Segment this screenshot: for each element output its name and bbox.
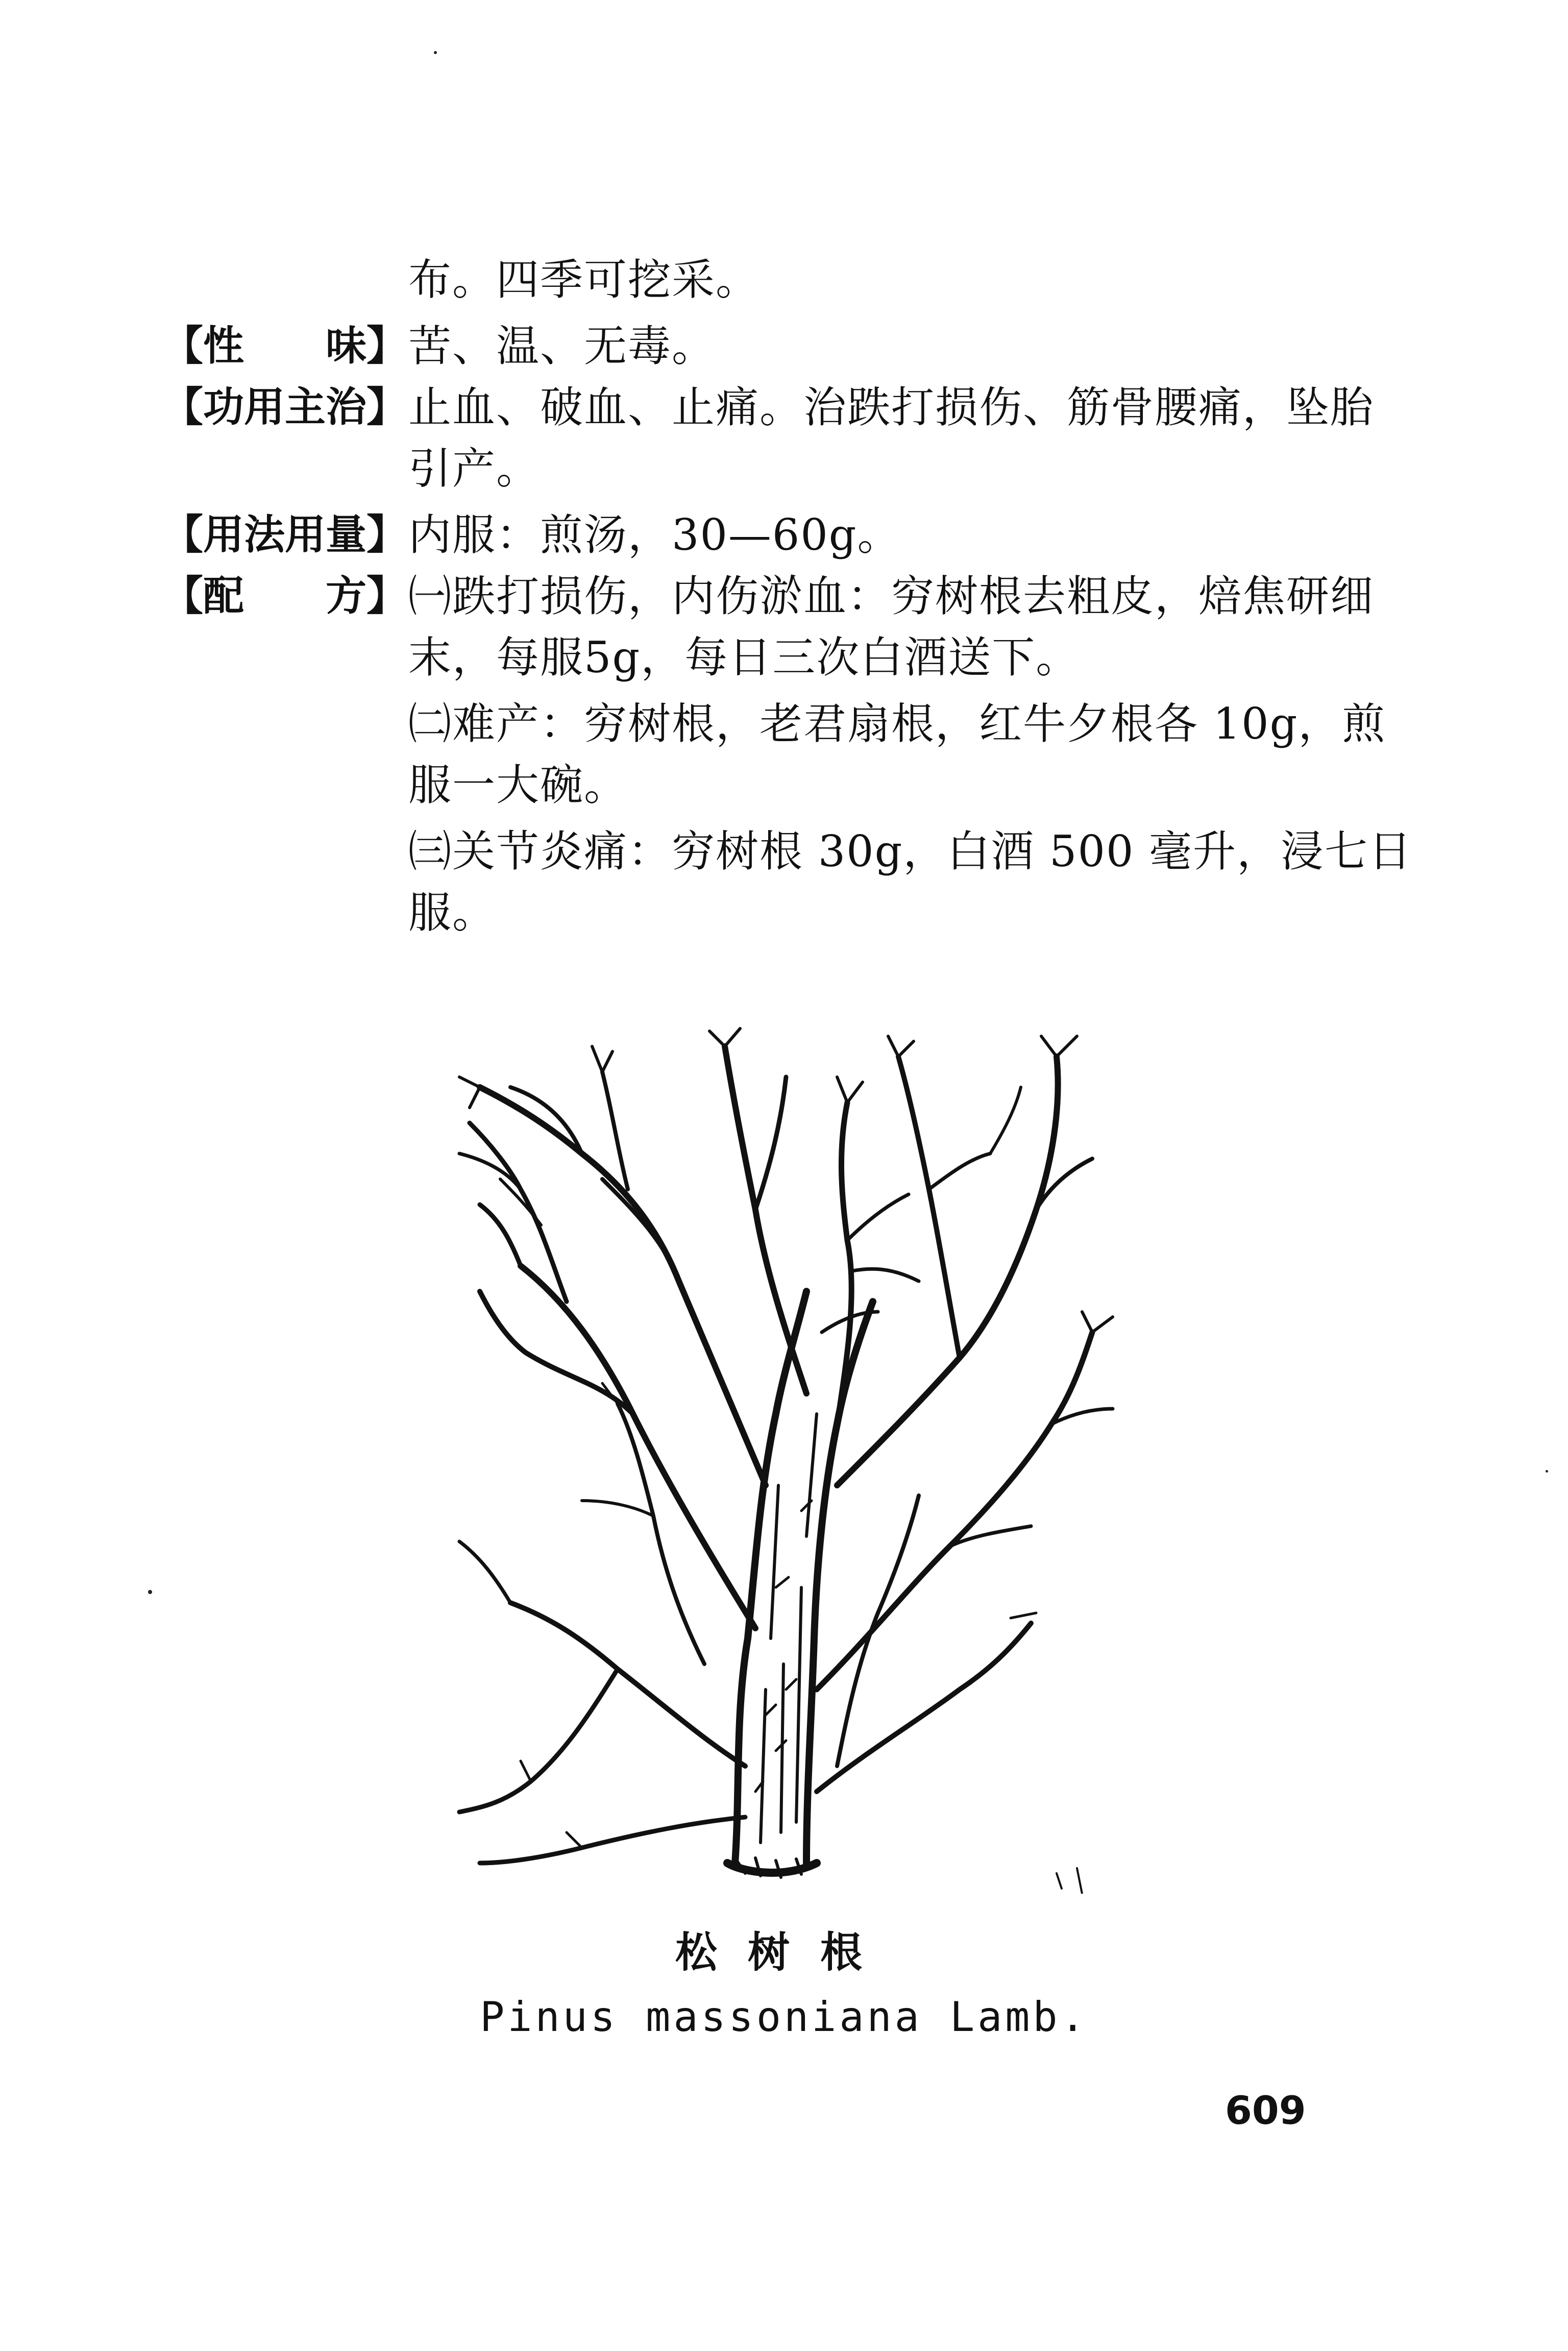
usage-text: 内服：煎汤，30—60g。 [408,510,901,560]
continuation-line: 布。四季可挖采。 [408,255,760,305]
pine-root-tree-drawing-icon [449,1026,1128,1894]
recipe3-line1: ㈢关节炎痛：穷树根 30g，白酒 500 毫升，浸七日 [408,826,1413,876]
scan-speck [434,51,437,54]
figure-caption-chinese: 松树根 [675,1928,893,1977]
recipe2-line1: ㈡难产：穷树根，老君扇根，红牛夕根各 10g，煎 [408,699,1386,749]
scan-speck [1546,1470,1548,1473]
function-label: 【功用主治】 [162,383,407,431]
taste-text: 苦、温、无毒。 [408,321,716,371]
recipe-label: 【配 方】 [162,572,407,620]
figure-caption-latin: Pinus massoniana Lamb. [480,1993,1088,2041]
page-number: 609 [1225,2088,1306,2133]
function-text-line2: 引产。 [408,444,541,494]
taste-label: 【性 味】 [162,322,407,370]
function-text-line1: 止血、破血、止痛。治跌打损伤、筋骨腰痛，坠胎 [408,382,1375,432]
scan-speck [148,1590,152,1594]
recipe2-line2: 服一大碗。 [408,760,628,810]
recipe3-line2: 服。 [408,888,497,938]
recipe1-line1: ㈠跌打损伤，内伤淤血：穷树根去粗皮，焙焦研细 [408,571,1375,621]
usage-label: 【用法用量】 [162,511,407,558]
recipe1-line2: 末，每服5g，每日三次白酒送下。 [408,632,1080,682]
